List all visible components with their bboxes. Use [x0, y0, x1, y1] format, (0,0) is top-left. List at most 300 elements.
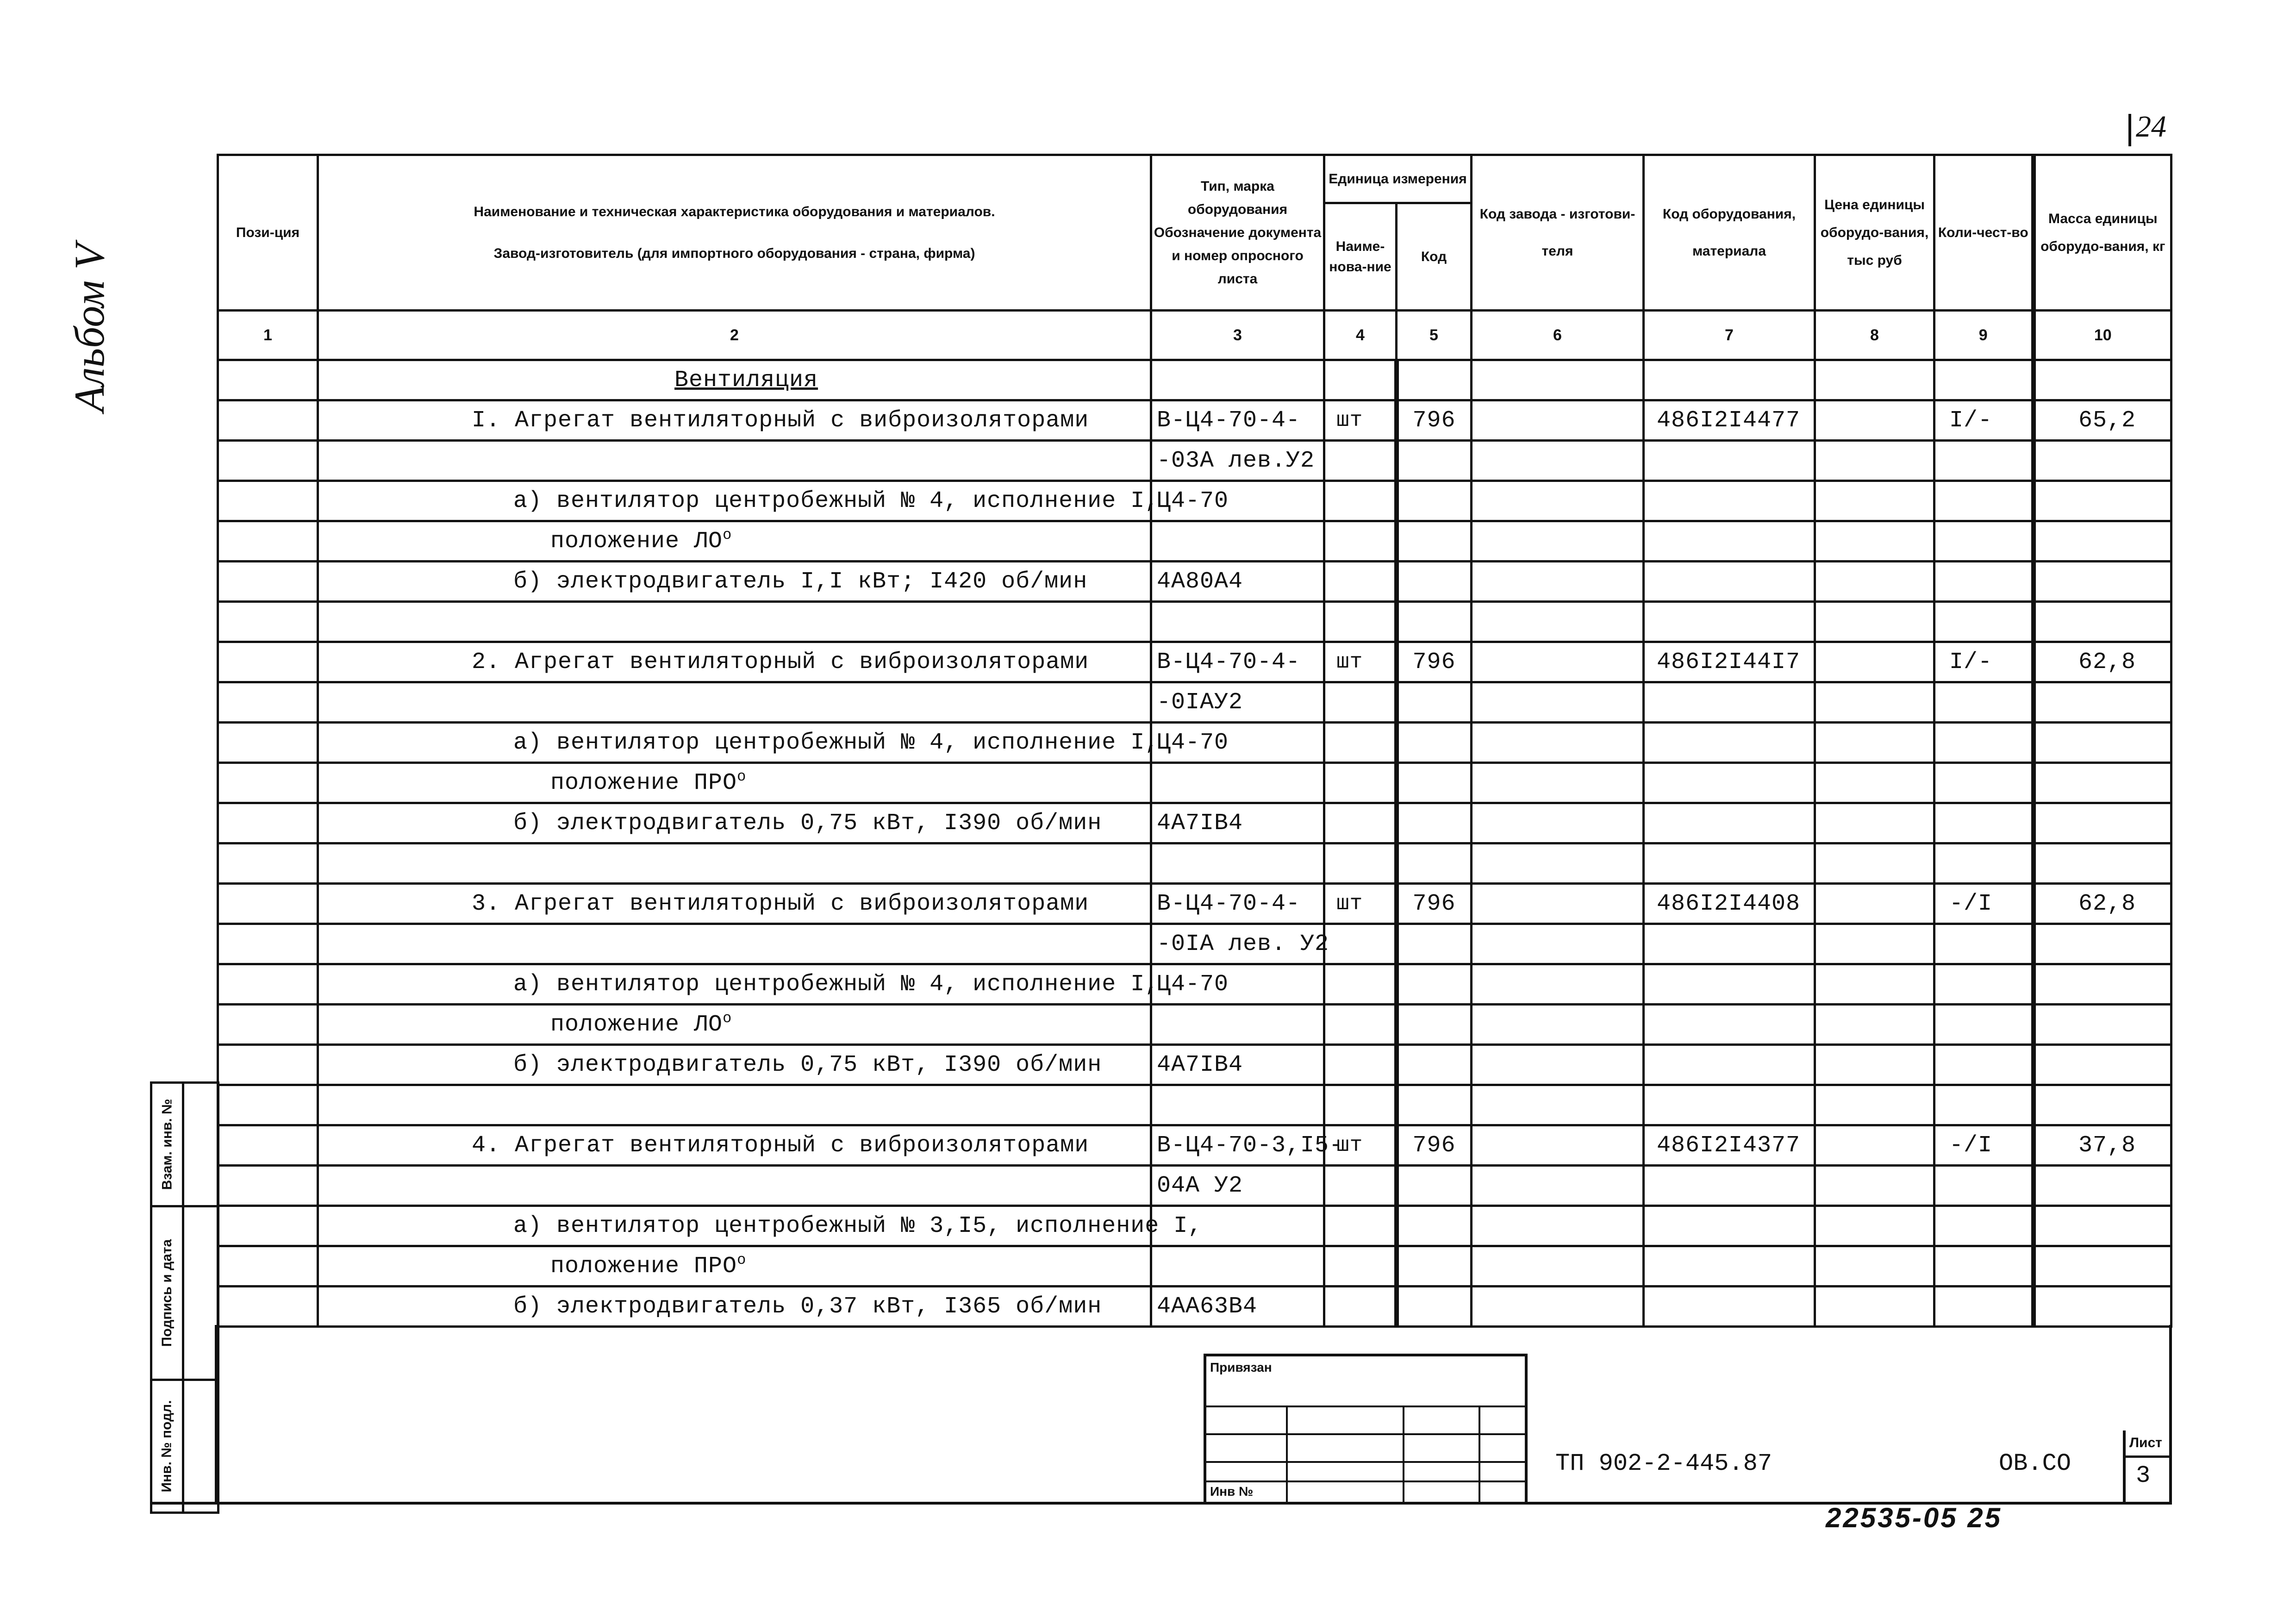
name-text: положение ЛО — [550, 528, 723, 555]
cell-unit — [1324, 562, 1397, 602]
cell-mass — [2034, 1045, 2171, 1085]
type-text: Ц4-70 — [1157, 729, 1229, 756]
cell-type — [1151, 1005, 1324, 1045]
cell-name — [318, 1246, 1151, 1287]
cell-quantity — [1934, 360, 2034, 400]
cell-plant-code — [1472, 964, 1644, 1005]
cell-type — [1151, 1287, 1324, 1327]
cell-quantity — [1934, 441, 2034, 481]
cell-name — [318, 400, 1151, 441]
table-row — [218, 602, 2171, 642]
table-row — [218, 803, 2171, 843]
cell-material-code — [1644, 763, 1815, 803]
cell-type — [1151, 723, 1324, 763]
type-text: 4А7IВ4 — [1157, 810, 1243, 837]
cell-unit-code — [1397, 682, 1472, 723]
cell-mass — [2034, 562, 2171, 602]
specification-table — [217, 154, 2172, 1328]
cell-quantity — [1934, 763, 2034, 803]
specification-body — [218, 360, 2171, 1327]
frame-left-lower — [215, 1325, 218, 1505]
cell-price — [1815, 924, 1934, 964]
document-code: ТП 902-2-445.87 — [1555, 1450, 1772, 1477]
cell-pos — [218, 441, 318, 481]
cell-name — [318, 1005, 1151, 1045]
cell-material-code — [1644, 360, 1815, 400]
cell-type — [1151, 562, 1324, 602]
stamp-signature-date-label: Подпись и дата — [159, 1239, 175, 1347]
table-row — [218, 1085, 2171, 1125]
cell-unit-code — [1397, 521, 1472, 562]
cell-price — [1815, 682, 1934, 723]
header-material-code: Код оборудования, материала — [1644, 155, 1815, 311]
cell-price — [1815, 481, 1934, 521]
table-row — [218, 1206, 2171, 1246]
cell-unit-code — [1397, 1246, 1472, 1287]
cell-material-code — [1644, 843, 1815, 884]
table-row — [218, 1246, 2171, 1287]
type-text: 4АА63В4 — [1157, 1293, 1258, 1320]
column-number: 1 — [218, 311, 318, 360]
column-number: 4 — [1324, 311, 1397, 360]
name-text: положение ПРО — [550, 1253, 737, 1280]
cell-pos — [218, 763, 318, 803]
cell-quantity — [1934, 562, 2034, 602]
cell-mass — [2034, 1125, 2171, 1166]
cell-quantity — [1934, 1045, 2034, 1085]
unit-text: шт — [1336, 892, 1363, 916]
type-text: -03А лев.У2 — [1157, 447, 1315, 474]
cell-mass — [2034, 481, 2171, 521]
cell-unit-code — [1397, 843, 1472, 884]
cell-mass — [2034, 884, 2171, 924]
cell-name — [318, 682, 1151, 723]
cell-pos — [218, 642, 318, 682]
cell-plant-code — [1472, 803, 1644, 843]
cell-mass — [2034, 441, 2171, 481]
cell-plant-code — [1472, 642, 1644, 682]
title-bound-label: Привязан — [1210, 1360, 1272, 1374]
cell-name — [318, 562, 1151, 602]
cell-type — [1151, 360, 1324, 400]
cell-material-code — [1644, 400, 1815, 441]
cell-mass — [2034, 642, 2171, 682]
cell-material-code — [1644, 803, 1815, 843]
cell-plant-code — [1472, 602, 1644, 642]
cell-price — [1815, 1005, 1934, 1045]
cell-quantity — [1934, 1005, 2034, 1045]
type-text: В-Ц4-70-4- — [1157, 890, 1301, 917]
table-row — [218, 843, 2171, 884]
quantity-text: I/- — [1949, 649, 1993, 675]
sheet-number: 3 — [2136, 1462, 2151, 1489]
header-unit-code: Код — [1397, 203, 1472, 311]
cell-unit-code — [1397, 1005, 1472, 1045]
table-row — [218, 481, 2171, 521]
cell-quantity — [1934, 1287, 2034, 1327]
cell-plant-code — [1472, 1287, 1644, 1327]
cell-type — [1151, 1045, 1324, 1085]
name-text: 4. Агрегат вентиляторный с виброизоляторами — [472, 1132, 1089, 1159]
column-number: 5 — [1397, 311, 1472, 360]
stamp-signature-date — [152, 1207, 217, 1381]
cell-type — [1151, 1246, 1324, 1287]
stamp-replaced-inv-label: Взам. инв. № — [159, 1099, 175, 1190]
cell-name — [318, 1045, 1151, 1085]
cell-material-code — [1644, 441, 1815, 481]
cell-name — [318, 1287, 1151, 1327]
cell-plant-code — [1472, 1246, 1644, 1287]
cell-mass — [2034, 1246, 2171, 1287]
cell-plant-code — [1472, 400, 1644, 441]
table-row — [218, 884, 2171, 924]
cell-unit — [1324, 1045, 1397, 1085]
cell-pos — [218, 1287, 318, 1327]
cell-plant-code — [1472, 1005, 1644, 1045]
cell-price — [1815, 1045, 1934, 1085]
cell-pos — [218, 1206, 318, 1246]
cell-type — [1151, 843, 1324, 884]
cell-price — [1815, 642, 1934, 682]
cell-pos — [218, 884, 318, 924]
cell-pos — [218, 521, 318, 562]
cell-unit-code — [1397, 924, 1472, 964]
cell-pos — [218, 1246, 318, 1287]
unit-code-text: 796 — [1412, 649, 1456, 675]
cell-name — [318, 964, 1160, 1005]
table-row — [218, 924, 2171, 964]
column-number: 7 — [1644, 311, 1815, 360]
table-row — [218, 441, 2171, 481]
unit-code-text: 796 — [1412, 890, 1456, 917]
cell-price — [1815, 723, 1934, 763]
cell-type — [1151, 763, 1324, 803]
mass-text: 37,8 — [2078, 1132, 2136, 1159]
name-text: а) вентилятор центробежный № 4, исполнение I, — [513, 729, 1160, 756]
type-text: Ц4-70 — [1157, 971, 1229, 998]
cell-quantity — [1934, 723, 2034, 763]
cell-mass — [2034, 803, 2171, 843]
header-type: Тип, марка оборудования Обозначение документа и номер опросного листа — [1151, 155, 1324, 311]
type-text: 04А У2 — [1157, 1172, 1243, 1199]
cell-name — [318, 1206, 1203, 1246]
cell-unit-code — [1397, 1045, 1472, 1085]
cell-plant-code — [1472, 763, 1644, 803]
cell-name — [318, 360, 1151, 400]
cell-type — [1151, 521, 1324, 562]
cell-mass — [2034, 964, 2171, 1005]
material-code-text: 486I2I4377 — [1657, 1132, 1801, 1159]
cell-name — [318, 924, 1151, 964]
cell-pos — [218, 1166, 318, 1206]
cell-material-code — [1644, 682, 1815, 723]
degree-superscript: о — [737, 1251, 747, 1268]
cell-plant-code — [1472, 481, 1644, 521]
table-row — [218, 642, 2171, 682]
cell-unit-code — [1397, 400, 1472, 441]
degree-superscript: о — [723, 526, 732, 543]
degree-superscript: о — [737, 768, 747, 785]
type-text: В-Ц4-70-3,I5- — [1157, 1132, 1344, 1159]
cell-plant-code — [1472, 1125, 1644, 1166]
cell-price — [1815, 1287, 1934, 1327]
cell-type — [1151, 803, 1324, 843]
cell-mass — [2034, 602, 2171, 642]
cell-unit — [1324, 803, 1397, 843]
cell-material-code — [1644, 642, 1815, 682]
cell-quantity — [1934, 642, 2034, 682]
cell-unit-code — [1397, 1206, 1472, 1246]
cell-price — [1815, 1246, 1934, 1287]
table-row — [218, 723, 2171, 763]
cell-mass — [2034, 521, 2171, 562]
cell-pos — [218, 602, 318, 642]
table-row — [218, 1166, 2171, 1206]
name-text: Вентиляция — [674, 367, 818, 394]
cell-quantity — [1934, 803, 2034, 843]
cell-plant-code — [1472, 360, 1644, 400]
column-number: 3 — [1151, 311, 1324, 360]
cell-unit — [1324, 924, 1397, 964]
cell-quantity — [1934, 481, 2034, 521]
cell-unit-code — [1397, 642, 1472, 682]
cell-unit-code — [1397, 360, 1472, 400]
cell-name — [318, 1125, 1151, 1166]
name-text: б) электродвигатель I,I кВт; I420 об/мин — [513, 568, 1088, 595]
cell-material-code — [1644, 1005, 1815, 1045]
cell-unit-code — [1397, 1085, 1472, 1125]
cell-plant-code — [1472, 843, 1644, 884]
cell-pos — [218, 803, 318, 843]
cell-price — [1815, 602, 1934, 642]
cell-pos — [218, 481, 318, 521]
cell-unit — [1324, 400, 1397, 441]
cell-unit — [1324, 964, 1397, 1005]
material-code-text: 486I2I44I7 — [1657, 649, 1801, 675]
cell-material-code — [1644, 562, 1815, 602]
cell-unit — [1324, 602, 1397, 642]
cell-plant-code — [1472, 1206, 1644, 1246]
cell-quantity — [1934, 1085, 2034, 1125]
album-label: Альбом V — [66, 244, 113, 412]
cell-name — [318, 441, 1151, 481]
cell-unit-code — [1397, 1166, 1472, 1206]
cell-unit — [1324, 723, 1397, 763]
cell-material-code — [1644, 1125, 1815, 1166]
cell-material-code — [1644, 964, 1815, 1005]
cell-mass — [2034, 1005, 2171, 1045]
cell-price — [1815, 763, 1934, 803]
cell-price — [1815, 400, 1934, 441]
cell-unit-code — [1397, 803, 1472, 843]
header-name — [318, 155, 1151, 311]
cell-type — [1151, 1166, 1324, 1206]
cell-unit — [1324, 642, 1397, 682]
degree-superscript: о — [723, 1009, 732, 1027]
name-text: 2. Агрегат вентиляторный с виброизоляторами — [472, 649, 1089, 675]
cell-quantity — [1934, 843, 2034, 884]
cell-pos — [218, 360, 318, 400]
cell-type — [1151, 1125, 1344, 1166]
type-text: В-Ц4-70-4- — [1157, 407, 1301, 434]
cell-quantity — [1934, 1125, 2034, 1166]
cell-quantity — [1934, 682, 2034, 723]
column-number: 8 — [1815, 311, 1934, 360]
name-text: б) электродвигатель 0,37 кВт, I365 об/мин — [513, 1293, 1102, 1320]
cell-price — [1815, 1206, 1934, 1246]
cell-price — [1815, 521, 1934, 562]
cell-price — [1815, 964, 1934, 1005]
table-row — [218, 400, 2171, 441]
cell-quantity — [1934, 924, 2034, 964]
header-quantity: Коли-чест-во — [1934, 155, 2034, 311]
cell-quantity — [1934, 400, 2034, 441]
header-name-line1: Наименование и техническая характеристика оборудования и материалов. — [474, 204, 995, 219]
cell-name — [318, 642, 1151, 682]
header-mass: Масса единицы оборудо-вания, кг — [2034, 155, 2171, 311]
column-number: 2 — [318, 311, 1151, 360]
cell-material-code — [1644, 602, 1815, 642]
cell-material-code — [1644, 723, 1815, 763]
cell-type — [1151, 441, 1324, 481]
cell-unit — [1324, 763, 1397, 803]
column-number: 10 — [2034, 311, 2171, 360]
cell-mass — [2034, 843, 2171, 884]
name-text: а) вентилятор центробежный № 4, исполнение I, — [513, 487, 1160, 514]
unit-text: шт — [1336, 650, 1363, 674]
table-row — [218, 1287, 2171, 1327]
header-unit-group: Единица измерения — [1324, 155, 1472, 203]
cell-plant-code — [1472, 1045, 1644, 1085]
cell-material-code — [1644, 1246, 1815, 1287]
table-row — [218, 1125, 2171, 1166]
name-text: б) электродвигатель 0,75 кВт, I390 об/мин — [513, 1051, 1102, 1078]
cell-material-code — [1644, 1045, 1815, 1085]
title-inv-label: Инв № — [1210, 1484, 1254, 1499]
cell-type — [1151, 1085, 1324, 1125]
cell-plant-code — [1472, 924, 1644, 964]
cell-unit-code — [1397, 1287, 1472, 1327]
cell-unit — [1324, 843, 1397, 884]
cell-unit — [1324, 884, 1397, 924]
cell-quantity — [1934, 1246, 2034, 1287]
cell-plant-code — [1472, 884, 1644, 924]
cell-price — [1815, 1085, 1934, 1125]
cell-type — [1151, 481, 1324, 521]
mass-text: 62,8 — [2078, 890, 2136, 917]
cell-quantity — [1934, 521, 2034, 562]
cell-pos — [218, 1005, 318, 1045]
cell-mass — [2034, 1287, 2171, 1327]
cell-plant-code — [1472, 1085, 1644, 1125]
cell-price — [1815, 562, 1934, 602]
name-text: I. Агрегат вентиляторный с виброизоляторами — [472, 407, 1089, 434]
cell-unit — [1324, 481, 1397, 521]
cell-name — [318, 763, 1151, 803]
cell-pos — [218, 562, 318, 602]
cell-mass — [2034, 1206, 2171, 1246]
archive-number: 22535-05 25 — [1826, 1502, 2002, 1533]
cell-unit-code — [1397, 964, 1472, 1005]
cell-price — [1815, 360, 1934, 400]
cell-material-code — [1644, 1206, 1815, 1246]
cell-unit-code — [1397, 602, 1472, 642]
name-text: 3. Агрегат вентиляторный с виброизоляторами — [472, 890, 1089, 917]
cell-quantity — [1934, 964, 2034, 1005]
cell-mass — [2034, 924, 2171, 964]
table-row — [218, 763, 2171, 803]
quantity-text: -/I — [1949, 1132, 1993, 1159]
cell-unit-code — [1397, 441, 1472, 481]
table-row — [218, 682, 2171, 723]
cell-name — [318, 602, 1151, 642]
cell-pos — [218, 682, 318, 723]
header-price: Цена единицы оборудо-вания, тыс руб — [1815, 155, 1934, 311]
cell-quantity — [1934, 1206, 2034, 1246]
type-text: -0IА лев. У2 — [1157, 931, 1329, 957]
cell-unit — [1324, 1287, 1397, 1327]
mass-text: 65,2 — [2078, 407, 2136, 434]
unit-code-text: 796 — [1412, 407, 1456, 434]
unit-code-text: 796 — [1412, 1132, 1456, 1159]
cell-unit-code — [1397, 1125, 1472, 1166]
cell-pos — [218, 1125, 318, 1166]
header-unit-name: Наиме-нова-ние — [1324, 203, 1397, 311]
sheet-mark: 24 — [2136, 110, 2166, 144]
cell-name — [318, 843, 1151, 884]
sheet-label: Лист — [2129, 1435, 2162, 1450]
cell-type — [1151, 924, 1329, 964]
cell-plant-code — [1472, 521, 1644, 562]
cell-material-code — [1644, 481, 1815, 521]
cell-unit-code — [1397, 562, 1472, 602]
mass-text: 62,8 — [2078, 649, 2136, 675]
cell-name — [318, 481, 1160, 521]
cell-mass — [2034, 1085, 2171, 1125]
cell-name — [318, 884, 1151, 924]
cell-plant-code — [1472, 441, 1644, 481]
material-code-text: 486I2I4477 — [1657, 407, 1801, 434]
margin-stamp — [150, 1081, 219, 1514]
cell-unit — [1324, 1085, 1397, 1125]
cell-plant-code — [1472, 562, 1644, 602]
stamp-original-inv — [152, 1381, 217, 1512]
cell-type — [1151, 602, 1324, 642]
sheet-mark-bar — [2128, 114, 2131, 146]
cell-pos — [218, 723, 318, 763]
cell-unit-code — [1397, 763, 1472, 803]
table-row — [218, 521, 2171, 562]
cell-plant-code — [1472, 682, 1644, 723]
cell-plant-code — [1472, 723, 1644, 763]
cell-unit — [1324, 1166, 1397, 1206]
cell-price — [1815, 1166, 1934, 1206]
column-number: 9 — [1934, 311, 2034, 360]
cell-type — [1151, 400, 1324, 441]
header-name-line2: Завод-изготовитель (для импортного оборудования - страна, фирма) — [493, 245, 975, 261]
quantity-text: I/- — [1949, 407, 1993, 434]
cell-plant-code — [1472, 1166, 1644, 1206]
cell-name — [318, 803, 1151, 843]
cell-price — [1815, 1125, 1934, 1166]
cell-type — [1151, 642, 1324, 682]
cell-mass — [2034, 723, 2171, 763]
cell-pos — [218, 843, 318, 884]
cell-quantity — [1934, 884, 2034, 924]
cell-mass — [2034, 400, 2171, 441]
cell-pos — [218, 924, 318, 964]
name-text: б) электродвигатель 0,75 кВт, I390 об/мин — [513, 810, 1102, 837]
